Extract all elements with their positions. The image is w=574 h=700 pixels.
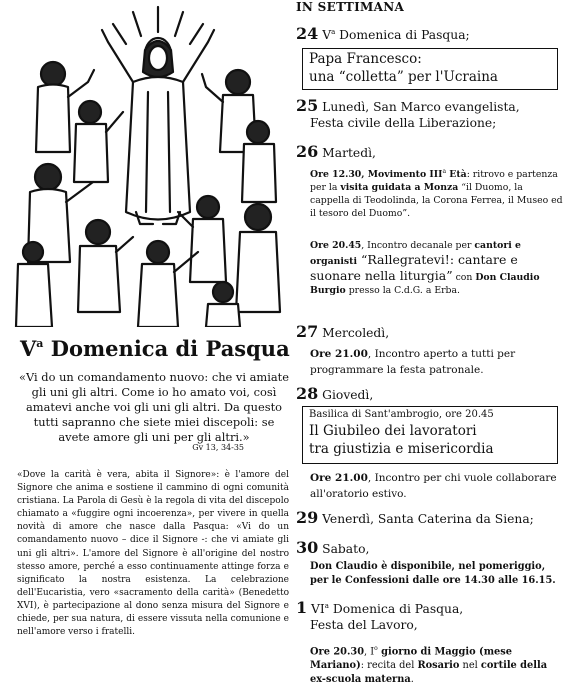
page-title: $V^a$ Domenica di Pasqua bbox=[20, 336, 290, 361]
risen-christ-illustration bbox=[8, 2, 292, 327]
day-26: 26 Martedì, bbox=[296, 142, 376, 161]
event-festa-patronale: Ore 21.00, Incontro aperto a tutti per programmare la festa patronale. bbox=[310, 348, 516, 376]
quote-text: «Vi do un comandamento nuovo: che vi amiate gli uni gli altri. Come io ho amato voi, così amatevi anche voi gli uni gli altri. Da questo tutti sapranno che siete miei discepoli: se avete amore gli uni per gli altri.» bbox=[19, 370, 289, 444]
day-30: 30 Sabato, bbox=[296, 538, 370, 557]
day-27: 27 Mercoledì, bbox=[296, 322, 390, 341]
commentary-text: «Dove la carità è vera, abita il Signore»: è l'amore del Signore che anima e sostiene il cammino di ogni comunità cristiana. La Parola di Gesù è la regola di vita del discepolo chiamato a «fuggire ogni incoerenza», per vivere in quella novità di amore che nasce dalla Pasqua: «Vi do un comandamento nuovo – dice il Signore -: che vi amiate gli uni gli altri». L'amore del Signore è all'origine del nostro stesso amore, perché a esso continuamente attinge forza e significato la nostra esistenza. La celebrazione dell'Eucaristia, vero «sacramento della carità» (Benedetto XVI), è partecipazione al dono senza misura del Signore e chiede, per sua natura, di essere vissuta nella comunione e nell'amore verso i fratelli. bbox=[17, 470, 289, 638]
event-confessioni: Don Claudio è disponibile, nel pomeriggio, per le Confessioni dalle ore 14.30 alle 16.15. bbox=[310, 561, 556, 586]
section-header: IN SETTIMANA bbox=[296, 0, 405, 14]
announcement-box-giubileo: Basilica di Sant'ambrogio, ore 20.45 Il Giubileo dei lavoratori tra giustizia e misericordia bbox=[302, 406, 558, 464]
day-25: 25 Lunedì, San Marco evangelista, Festa civile della Liberazione; bbox=[296, 96, 520, 130]
day-24: 24 $V^a$ Domenica di Pasqua; bbox=[296, 24, 470, 44]
announcement-box-ukraine: Papa Francesco: una “colletta” per l'Ucraina bbox=[302, 48, 558, 90]
day-29: 29 Venerdì, Santa Caterina da Siena; bbox=[296, 508, 534, 527]
day-1: 1 $VI^a$ Domenica di Pasqua, Festa del Lavoro, bbox=[296, 598, 464, 633]
quote-reference: Gv 13, 34-35 bbox=[192, 443, 244, 452]
gospel-quote bbox=[18, 370, 290, 452]
event-movimento-terza-eta: Ore 12.30, Movimento III$^a$ Età: ritrovo e partenza per la visita guidata a Monza “il Duomo, la cappella di Teodolinda, la Corona Ferrea, il Museo ed il tesoro del Duomo”. bbox=[310, 168, 563, 220]
event-rosario: Ore 20.30, $I^o$ giorno di Maggio (mese Mariano): recita del Rosario nel cortile della ex-scuola materna. bbox=[310, 645, 548, 686]
right-column bbox=[292, 0, 574, 700]
event-cantori-organisti: Ore 20.45, Incontro decanale per cantori e organisti “Rallegratevi!: cantare e suonare nella liturgia” con Don Claudio Burgio presso la C.d.G. a Erba. bbox=[310, 240, 540, 296]
day-28: 28 Giovedì, bbox=[296, 384, 374, 403]
event-oratorio-estivo: Ore 21.00, Incontro per chi vuole collaborare all'oratorio estivo. bbox=[310, 472, 557, 500]
